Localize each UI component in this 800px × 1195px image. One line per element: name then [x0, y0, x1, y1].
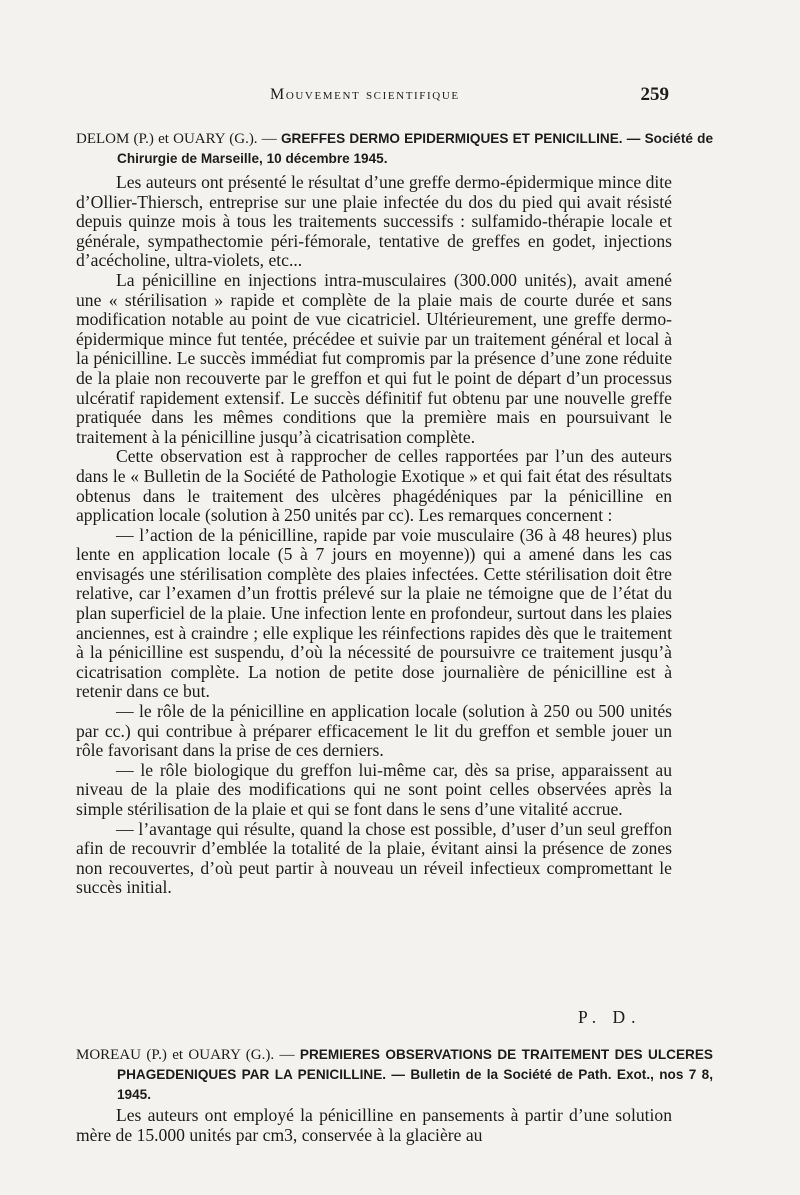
paragraph: — l’action de la pénicilline, rapide par voie musculaire (36 à 48 heures) plus lente en application locale (5 à 7 jours en moyenne)) qui a amené dans les cas envisagés une stérilisation complète des plaies infectées. Cette stérilisation doit être relative, car l’examen d’un frottis prélevé sur la plaie ne témoigne que de l’état du plan superficiel de la plaie. Une infection lente en profondeur, surtout dans les plaies anciennes, est à craindre ; elle explique les réinfections rapides dès que le traitement à la pénicilline est suspendu, d’où la nécessité de poursuivre ce traitement jusqu’à cicatrisation complète. La notion de petite dose journalière de pénicilline est à retenir dans ce but.	[76, 524, 672, 702]
paragraph: — le rôle biologique du greffon lui-même car, dès sa prise, apparaissent au niveau de la plaie des modifications qui ne sont point celles observées après la simple stérilisation de la plaie et qui se font dans le sens d’une vitalité accrue.	[76, 759, 672, 819]
running-title: Mouvement scientifique	[270, 86, 460, 103]
page-number: 259	[640, 84, 669, 105]
author-signature: P. D.	[578, 1007, 642, 1027]
reference-heading	[76, 129, 713, 169]
article-body	[76, 173, 672, 898]
reference-authors: MOREAU (P.) et OUARY (G.). —	[76, 1047, 295, 1063]
paragraph: — le rôle de la pénicilline en application locale (solution à 250 ou 500 unités par cc.) qui contribue à préparer efficacement le lit du greffon et semble jouer un rôle favorisant dans la prise de ces derniers.	[76, 701, 672, 761]
paragraph: La pénicilline en injections intra-musculaires (300.000 unités), avait amené une « stérilisation » rapide et complète de la plaie mais de courte durée et sans modification notable au point de vue cicatriciel. Ultérieurement, une greffe dermo-épidermique mince fut tentée, précédee et suivie par un traitement général et local à la pénicilline. Le succès immédiat fut compromis par la présence d’une zone réduite de la plaie non recouverte par le greffon et qui fut le point de départ d’un processus ulcératif rapidement extensif. Le succès définitif fut obtenu par une nouvelle greffe pratiquée dans les mêmes conditions que la première mais en poursuivant le traitement à la pénicilline jusqu’à cicatrisation complète.	[76, 269, 672, 447]
reference-heading	[76, 1045, 713, 1105]
paragraph: — l’avantage qui résulte, quand la chose est possible, d’user d’un seul greffon afin de recouvrir d’emblée la totalité de la plaie, évitant ainsi la présence de zones non recouvertes, d’où peut partir à nouveau un réveil infectieux compromettant le succès initial.	[76, 818, 672, 898]
paragraph: Cette observation est à rapprocher de celles rapportées par l’un des auteurs dans le « Bulletin de la Société de Pathologie Exotique » et qui fait état des résultats obtenus dans le traitement des ulcères phagédéniques par la pénicilline en application locale (solution à 250 unités par cc). Les remarques concernent :	[76, 446, 672, 526]
reference-title: PREMIERES OBSERVATIONS DE TRAITEMENT DES ULCERES PHAGEDENIQUES PAR LA PENICILLINE.	[117, 1047, 713, 1082]
reference-source: — Société de Chirurgie de Marseille, 10 décembre 1945.	[117, 131, 714, 166]
paragraph: Les auteurs ont employé la pénicilline en pansements à partir d’une solution mère de 15.000 unités par cm3, conservée à la glacière au	[76, 1105, 672, 1145]
reference-title: GREFFES DERMO EPIDERMIQUES ET PENICILLINE.	[280, 131, 623, 146]
paragraph: Les auteurs ont présenté le résultat d’une greffe dermo-épidermique mince dite d’Ollier-Thiersch, entreprise sur une plaie infectée du dos du pied qui avait résisté depuis quinze mois à tous les traitements successifs : sulfamido-thérapie locale et générale, sympathectomie péri-fémorale, tentative de greffes en godet, injections d’acécholine, ultra-violets, etc...	[76, 172, 672, 271]
article-body	[76, 1106, 672, 1145]
reference-authors: DELOM (P.) et OUARY (G.). —	[76, 131, 277, 147]
reference-source: — Bulletin de la Société de Path. Exot., nos 7 8, 1945.	[117, 1067, 713, 1102]
